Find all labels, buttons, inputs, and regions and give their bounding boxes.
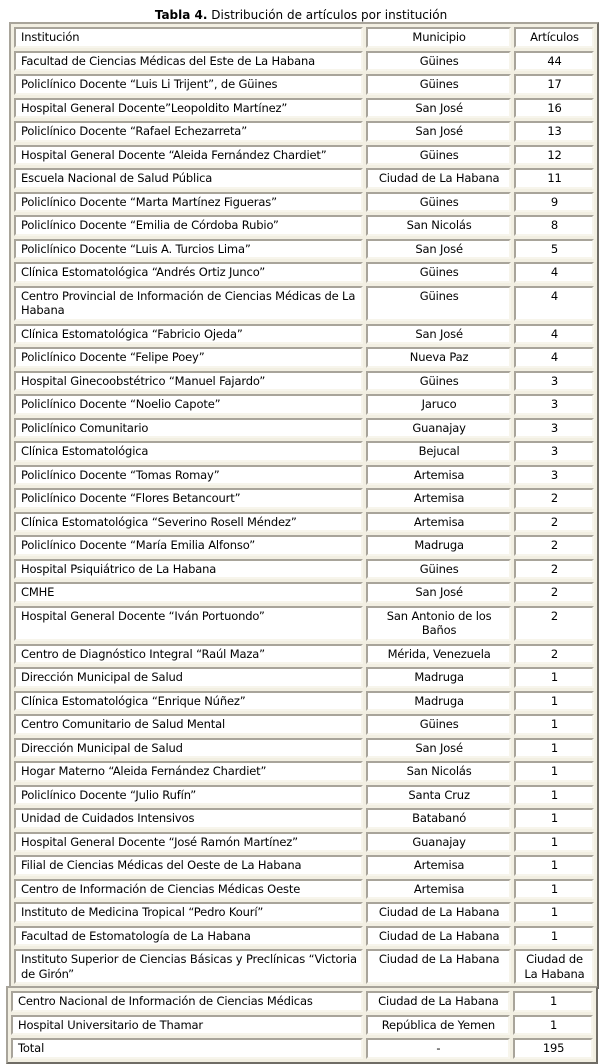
cell-articulos: 1 bbox=[514, 761, 594, 782]
cell-articulos: 2 bbox=[514, 488, 594, 509]
header-institucion: Institución bbox=[14, 27, 363, 48]
total-articulos: 195 bbox=[513, 1038, 593, 1059]
cell-articulos: 1 bbox=[514, 855, 594, 876]
cell-articulos: 5 bbox=[514, 239, 594, 260]
cell-municipio: Nueva Paz bbox=[366, 347, 511, 368]
cell-institucion: Hospital General Docente “Iván Portuondo” bbox=[14, 606, 363, 641]
table-row bbox=[14, 239, 594, 260]
cell-municipio: Artemisa bbox=[366, 879, 511, 900]
table-row bbox=[14, 347, 594, 368]
cell-institucion: Facultad de Estomatología de La Habana bbox=[14, 926, 363, 947]
cell-institucion: Centro de Diagnóstico Integral “Raúl Maza” bbox=[14, 644, 363, 665]
cell-municipio: Mérida, Venezuela bbox=[366, 644, 511, 665]
cell-institucion: Hospital General Docente “José Ramón Martínez” bbox=[14, 832, 363, 853]
cell-articulos: 1 bbox=[514, 902, 594, 923]
cell-municipio: San José bbox=[366, 582, 511, 603]
cell-institucion: Hogar Materno “Aleida Fernández Chardiet” bbox=[14, 761, 363, 782]
cell-institucion: Policlínico Comunitario bbox=[14, 418, 363, 439]
table-row bbox=[11, 991, 593, 1012]
cell-articulos: 1 bbox=[514, 832, 594, 853]
cell-municipio: Güines bbox=[366, 286, 511, 321]
cell-institucion: Policlínico Docente “Flores Betancourt” bbox=[14, 488, 363, 509]
cell-institucion: Escuela Nacional de Salud Pública bbox=[14, 168, 363, 189]
table-row bbox=[14, 145, 594, 166]
cell-municipio: Güines bbox=[366, 192, 511, 213]
cell-institucion: Hospital Psiquiátrico de La Habana bbox=[14, 559, 363, 580]
cell-municipio: San Nicolás bbox=[366, 215, 511, 236]
cell-articulos: 1 bbox=[514, 667, 594, 688]
table-row bbox=[14, 74, 594, 95]
cell-institucion: Policlínico Docente “Luis A. Turcios Lima” bbox=[14, 239, 363, 260]
table-row bbox=[14, 606, 594, 641]
cell-municipio: Guanajay bbox=[366, 832, 511, 853]
cell-articulos: 3 bbox=[514, 418, 594, 439]
table-row bbox=[14, 168, 594, 189]
cell-articulos: 9 bbox=[514, 192, 594, 213]
cell-articulos: 1 bbox=[514, 879, 594, 900]
cell-institucion: Centro Provincial de Información de Ciencias Médicas de La Habana bbox=[14, 286, 363, 321]
table-row bbox=[14, 902, 594, 923]
cell-municipio: Artemisa bbox=[366, 512, 511, 533]
table-row bbox=[14, 832, 594, 853]
cell-municipio: Madruga bbox=[366, 535, 511, 556]
table-header-row bbox=[14, 27, 594, 48]
cell-institucion: Policlínico Docente “Felipe Poey” bbox=[14, 347, 363, 368]
cell-municipio: San Antonio de los Baños bbox=[366, 606, 511, 641]
cell-municipio: Santa Cruz bbox=[366, 785, 511, 806]
table-row bbox=[14, 559, 594, 580]
cell-articulos: 3 bbox=[514, 465, 594, 486]
table-row bbox=[14, 535, 594, 556]
cell-articulos: 4 bbox=[514, 347, 594, 368]
cell-institucion: Filial de Ciencias Médicas del Oeste de La Habana bbox=[14, 855, 363, 876]
table-row bbox=[14, 761, 594, 782]
cell-municipio: San José bbox=[366, 324, 511, 345]
table-row bbox=[14, 465, 594, 486]
cell-institucion: Policlínico Docente “Tomas Romay” bbox=[14, 465, 363, 486]
cell-municipio: Madruga bbox=[366, 691, 511, 712]
cell-municipio: San Nicolás bbox=[366, 761, 511, 782]
cell-municipio: Ciudad de La Habana bbox=[366, 949, 511, 984]
cell-articulos: 1 bbox=[514, 691, 594, 712]
table-row bbox=[14, 98, 594, 119]
cell-municipio: Güines bbox=[366, 262, 511, 283]
cell-municipio: Ciudad de La Habana bbox=[366, 991, 511, 1012]
cell-institucion: Hospital Universitario de Thamar bbox=[11, 1015, 363, 1036]
cell-municipio: Artemisa bbox=[366, 465, 511, 486]
distribution-table bbox=[9, 22, 599, 989]
cell-articulos: 2 bbox=[514, 606, 594, 641]
cell-articulos: 2 bbox=[514, 644, 594, 665]
cell-municipio: San José bbox=[366, 98, 511, 119]
cell-articulos: 4 bbox=[514, 262, 594, 283]
table-row bbox=[14, 262, 594, 283]
cell-articulos: 16 bbox=[514, 98, 594, 119]
cell-articulos: 2 bbox=[514, 535, 594, 556]
cell-municipio: Güines bbox=[366, 371, 511, 392]
table-row bbox=[14, 738, 594, 759]
cell-municipio: Ciudad de La Habana bbox=[366, 926, 511, 947]
cell-institucion: Policlínico Docente “Julio Rufín” bbox=[14, 785, 363, 806]
table-total-row bbox=[11, 1038, 593, 1059]
cell-articulos: 17 bbox=[514, 74, 594, 95]
cell-institucion: Hospital Ginecoobstétrico “Manuel Fajardo” bbox=[14, 371, 363, 392]
cell-municipio: Güines bbox=[366, 74, 511, 95]
cell-municipio: Güines bbox=[366, 145, 511, 166]
cell-articulos: 11 bbox=[514, 168, 594, 189]
cell-articulos: 2 bbox=[514, 582, 594, 603]
table-row bbox=[14, 418, 594, 439]
header-municipio: Municipio bbox=[366, 27, 511, 48]
cell-articulos: 1 bbox=[513, 1015, 593, 1036]
cell-articulos: 3 bbox=[514, 371, 594, 392]
cell-articulos: 4 bbox=[514, 324, 594, 345]
cell-institucion: Policlínico Docente “Noelio Capote” bbox=[14, 394, 363, 415]
total-institucion: Total bbox=[11, 1038, 363, 1059]
cell-municipio: Güines bbox=[366, 51, 511, 72]
cell-institucion: Dirección Municipal de Salud bbox=[14, 667, 363, 688]
cell-municipio: Madruga bbox=[366, 667, 511, 688]
cell-articulos: 3 bbox=[514, 441, 594, 462]
cell-institucion: Dirección Municipal de Salud bbox=[14, 738, 363, 759]
cell-municipio: Batabanó bbox=[366, 808, 511, 829]
table-caption-label: Tabla 4. bbox=[154, 8, 208, 22]
cell-articulos: 12 bbox=[514, 145, 594, 166]
cell-municipio: Ciudad de La Habana bbox=[366, 168, 511, 189]
cell-municipio: Artemisa bbox=[366, 488, 511, 509]
table-row bbox=[14, 441, 594, 462]
cell-institucion: Clínica Estomatológica “Severino Rosell Méndez” bbox=[14, 512, 363, 533]
table-row bbox=[14, 394, 594, 415]
table-row bbox=[14, 286, 594, 321]
table-row bbox=[14, 667, 594, 688]
table-row bbox=[14, 582, 594, 603]
cell-institucion: Clínica Estomatológica “Fabricio Ojeda” bbox=[14, 324, 363, 345]
table-caption bbox=[0, 0, 602, 22]
cell-articulos: 1 bbox=[514, 738, 594, 759]
cell-articulos: 13 bbox=[514, 121, 594, 142]
table-row bbox=[14, 785, 594, 806]
header-articulos: Artículos bbox=[514, 27, 594, 48]
cell-institucion: Policlínico Docente “Rafael Echezarreta” bbox=[14, 121, 363, 142]
cell-articulos: 44 bbox=[514, 51, 594, 72]
cell-articulos: 2 bbox=[514, 559, 594, 580]
cell-institucion: Instituto de Medicina Tropical “Pedro Kourí” bbox=[14, 902, 363, 923]
table-row bbox=[14, 644, 594, 665]
table-row bbox=[14, 488, 594, 509]
total-municipio: - bbox=[366, 1038, 511, 1059]
cell-municipio: Artemisa bbox=[366, 855, 511, 876]
cell-articulos: 1 bbox=[514, 808, 594, 829]
cell-articulos: 1 bbox=[514, 714, 594, 735]
cell-institucion: Facultad de Ciencias Médicas del Este de La Habana bbox=[14, 51, 363, 72]
cell-municipio: República de Yemen bbox=[366, 1015, 511, 1036]
table-row bbox=[14, 808, 594, 829]
table-row bbox=[14, 51, 594, 72]
cell-articulos: Ciudad de La Habana bbox=[514, 949, 594, 984]
table-row bbox=[14, 949, 594, 984]
cell-institucion: Clínica Estomatológica bbox=[14, 441, 363, 462]
cell-municipio: Guanajay bbox=[366, 418, 511, 439]
table-row bbox=[14, 926, 594, 947]
cell-institucion: Hospital General Docente”Leopoldito Martínez” bbox=[14, 98, 363, 119]
cell-articulos: 1 bbox=[514, 785, 594, 806]
cell-articulos: 2 bbox=[514, 512, 594, 533]
cell-municipio: San José bbox=[366, 239, 511, 260]
cell-institucion: Hospital General Docente “Aleida Fernández Chardiet” bbox=[14, 145, 363, 166]
cell-institucion: Unidad de Cuidados Intensivos bbox=[14, 808, 363, 829]
cell-articulos: 3 bbox=[514, 394, 594, 415]
cell-institucion: Policlínico Docente “Luis Li Trijent”, de Güines bbox=[14, 74, 363, 95]
table-row bbox=[14, 371, 594, 392]
table-row bbox=[14, 691, 594, 712]
cell-institucion: Centro Comunitario de Salud Mental bbox=[14, 714, 363, 735]
table-row bbox=[14, 855, 594, 876]
cell-municipio: San José bbox=[366, 738, 511, 759]
distribution-table-continued bbox=[6, 986, 598, 1064]
cell-institucion: Clínica Estomatológica “Andrés Ortiz Junco” bbox=[14, 262, 363, 283]
table-row bbox=[14, 192, 594, 213]
cell-institucion: CMHE bbox=[14, 582, 363, 603]
cell-municipio: Güines bbox=[366, 714, 511, 735]
cell-municipio: Güines bbox=[366, 559, 511, 580]
table-caption-text: Distribución de artículos por institución bbox=[207, 8, 448, 22]
cell-municipio: Bejucal bbox=[366, 441, 511, 462]
cell-municipio: Ciudad de La Habana bbox=[366, 902, 511, 923]
cell-articulos: 1 bbox=[513, 991, 593, 1012]
cell-articulos: 8 bbox=[514, 215, 594, 236]
table-row bbox=[14, 324, 594, 345]
cell-municipio: San José bbox=[366, 121, 511, 142]
cell-institucion: Centro Nacional de Información de Ciencias Médicas bbox=[11, 991, 363, 1012]
cell-institucion: Policlínico Docente “Marta Martínez Figueras” bbox=[14, 192, 363, 213]
cell-institucion: Policlínico Docente “Emilia de Córdoba Rubio” bbox=[14, 215, 363, 236]
cell-institucion: Clínica Estomatológica “Enrique Núñez” bbox=[14, 691, 363, 712]
cell-institucion: Policlínico Docente “María Emilia Alfonso” bbox=[14, 535, 363, 556]
cell-articulos: 1 bbox=[514, 926, 594, 947]
cell-articulos: 4 bbox=[514, 286, 594, 321]
table-row bbox=[14, 215, 594, 236]
table-row bbox=[14, 879, 594, 900]
cell-institucion: Centro de Información de Ciencias Médicas Oeste bbox=[14, 879, 363, 900]
table-row bbox=[14, 714, 594, 735]
cell-municipio: Jaruco bbox=[366, 394, 511, 415]
table-row bbox=[11, 1015, 593, 1036]
table-row bbox=[14, 512, 594, 533]
cell-institucion: Instituto Superior de Ciencias Básicas y Preclínicas “Victoria de Girón” bbox=[14, 949, 363, 984]
table-row bbox=[14, 121, 594, 142]
